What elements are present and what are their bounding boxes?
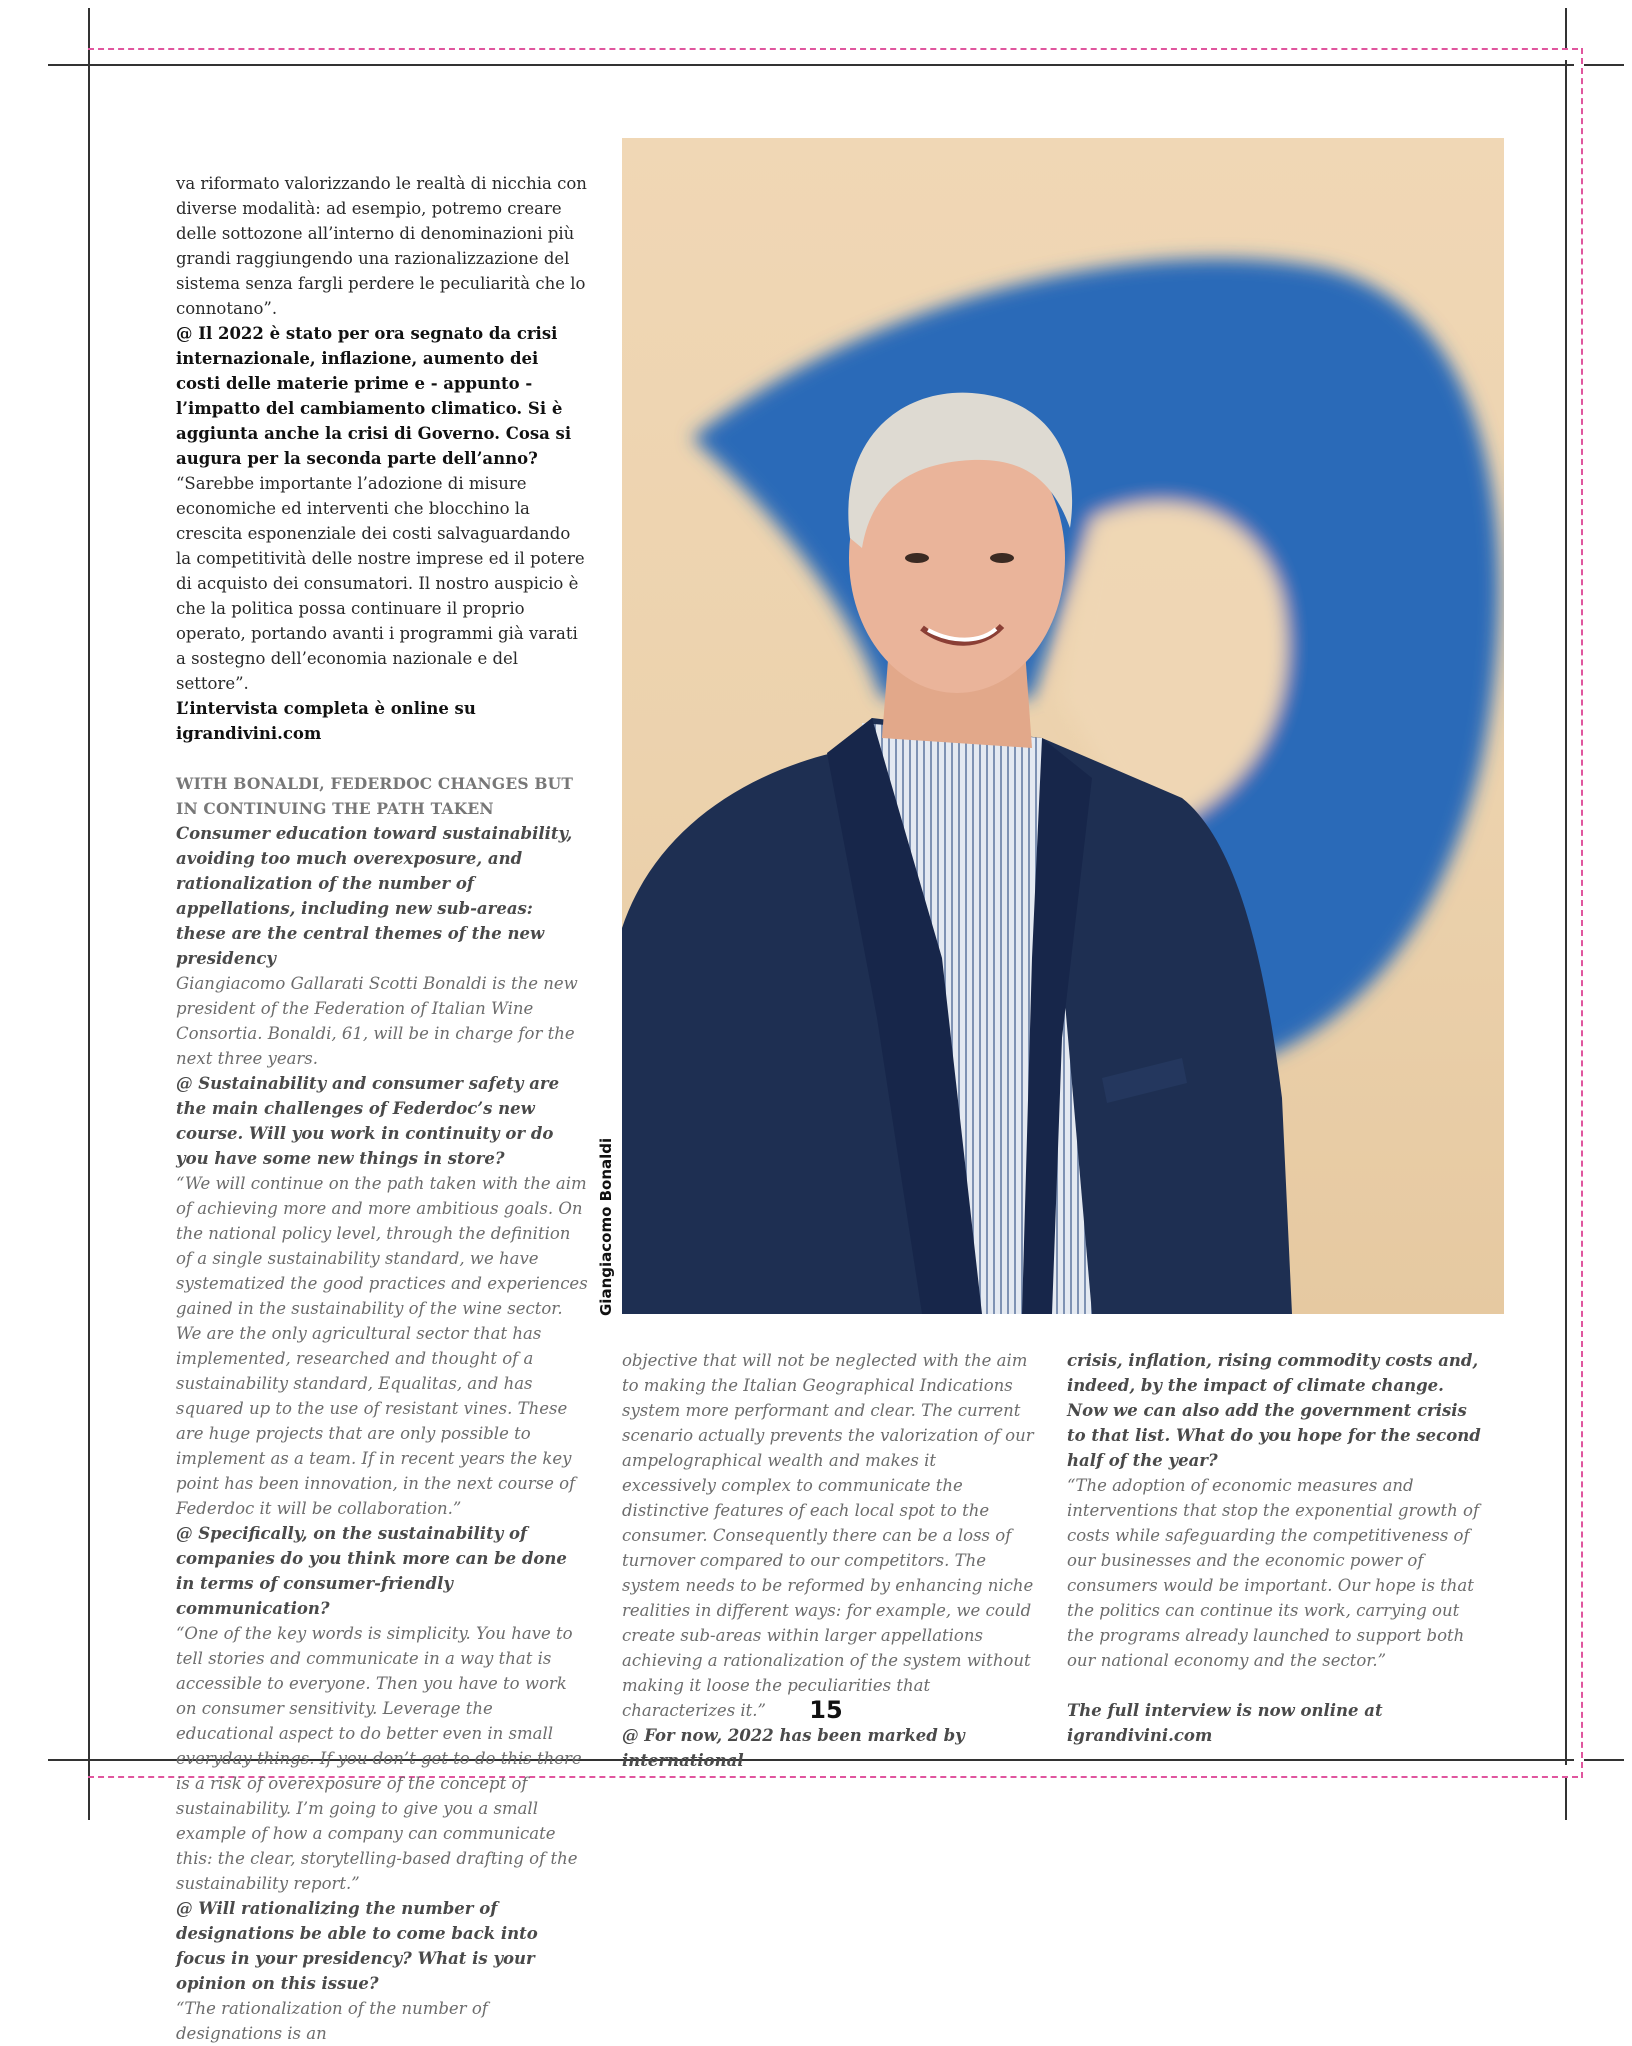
english-intro: Giangiacomo Gallarati Scotti Bonaldi is the new president of the Federation of Italian Wine Consortia. Bonaldi, 61, will be in charge for the next three years.: [176, 974, 578, 1068]
english-online-note: The full interview is now online at igrandivini.com: [1067, 1701, 1383, 1745]
english-headline: WITH BONALDI, FEDERDOC CHANGES BUT IN CONTINUING THE PATH TAKEN: [176, 774, 574, 818]
english-question-4-start: @ For now, 2022 has been marked by international: [622, 1726, 965, 1770]
portrait-photo: [622, 138, 1504, 1314]
crop-line-right-bottom: [1565, 1776, 1567, 1820]
portrait-illustration: [622, 138, 1504, 1314]
crop-line-top: [48, 64, 1574, 66]
english-question-2: @ Specifically, on the sustainability of companies do you think more can be done in terms of consumer-friendly communication?: [176, 1524, 567, 1618]
crop-line-left: [88, 8, 90, 1820]
left-column: [176, 171, 588, 2046]
crop-line-right-top: [1565, 8, 1567, 48]
english-question-1: @ Sustainability and consumer safety are the main challenges of Federdoc’s new course. Will you work in continuity or do you have some new things in store?: [176, 1074, 560, 1168]
english-question-3: @ Will rationalizing the number of designations be able to come back into focus in your presidency? What is your opinion on this issue?: [176, 1899, 538, 1993]
italian-answer-end: va riformato valorizzando le realtà di nicchia con diverse modalità: ad esempio, potremo creare delle sottozone all’interno di denominazioni più grandi raggiungendo una razionalizzazione del sistema senza fargli perdere le peculiarità che lo connotano”.: [176, 174, 587, 318]
english-subtitle: Consumer education toward sustainability, avoiding too much overexposure, and rationalization of the number of appellations, including new sub-areas: these are the central themes of the new presidency: [176, 824, 573, 968]
english-answer-2: “One of the key words is simplicity. You have to tell stories and communicate in a way that is accessible to everyone. Then you have to work on consumer sensitivity. Leverage the educational aspect to do better even in small everyday things. If you don’t get to do this there is a risk of overexposure of the concept of sustainability. I’m going to give you a small example of how a company can communicate this: the clear, storytelling-based drafting of the sustainability report.”: [176, 1624, 582, 1893]
crop-line-top-right: [1584, 64, 1624, 66]
crop-line-bottom-right: [1584, 1759, 1624, 1761]
crop-line-right: [1565, 60, 1567, 1765]
right-column: [1067, 1348, 1489, 1748]
english-answer-3-start: “The rationalization of the number of designations is an: [176, 1999, 488, 2043]
bleed-line-right: [1581, 48, 1583, 1778]
italian-answer: “Sarebbe importante l’adozione di misure economiche ed interventi che blocchino la crescita esponenziale dei costi salvaguardando la competitività delle nostre imprese ed il potere di acquisto dei consumatori. Il nostro auspicio è che la politica possa continuare il proprio operato, portando avanti i programmi già varati a sostegno dell’economia nazionale e del settore”.: [176, 474, 585, 693]
italian-online-note: L’intervista completa è online su igrandivini.com: [176, 699, 476, 743]
english-answer-1: “We will continue on the path taken with the aim of achieving more and more ambitious goals. On the national policy level, through the definition of a single sustainability standard, we have systematized the good practices and experiences gained in the sustainability of the wine sector. We are the only agricultural sector that has implemented, researched and thought of a sustainability standard, Equalitas, and has squared up to the use of resistant vines. These are huge projects that are only possible to implement as a team. If in recent years the key point has been innovation, in the next course of Federdoc it will be collaboration.”: [176, 1174, 588, 1518]
english-answer-4: “The adoption of economic measures and interventions that stop the exponential growth of costs while safeguarding the competitiveness of our businesses and the economic power of consumers would be important. Our hope is that the politics can continue its work, carrying out the programs already launched to support both our national economy and the sector.”: [1067, 1476, 1480, 1670]
italian-question: @ Il 2022 è stato per ora segnato da crisi internazionale, inflazione, aumento dei costi delle materie prime e - appunto - l’impatto del cambiamento climatico. Si è aggiunta anche la crisi di Governo. Cosa si augura per la seconda parte dell’anno?: [176, 324, 572, 468]
photo-credit: Giangiacomo Bonaldi: [597, 1137, 615, 1316]
english-answer-3-continued: objective that will not be neglected with the aim to making the Italian Geographical Indications system more performant and clear. The current scenario actually prevents the valorization of our ampelographical wealth and makes it excessively complex to communicate the distinctive features of each local spot to the consumer. Consequently there can be a loss of turnover compared to our competitors. The system needs to be reformed by enhancing niche realities in different ways: for example, we could create sub-areas within larger appellations achieving a rationalization of the system without making it loose the peculiarities that characterizes it.”: [622, 1351, 1034, 1720]
page-number: 15: [809, 1696, 843, 1724]
bleed-line-top: [88, 48, 1578, 50]
english-question-4-continued: crisis, inflation, rising commodity costs and, indeed, by the impact of climate change. Now we can also add the government crisis to that list. What do you hope for the second half of the year?: [1067, 1351, 1481, 1470]
